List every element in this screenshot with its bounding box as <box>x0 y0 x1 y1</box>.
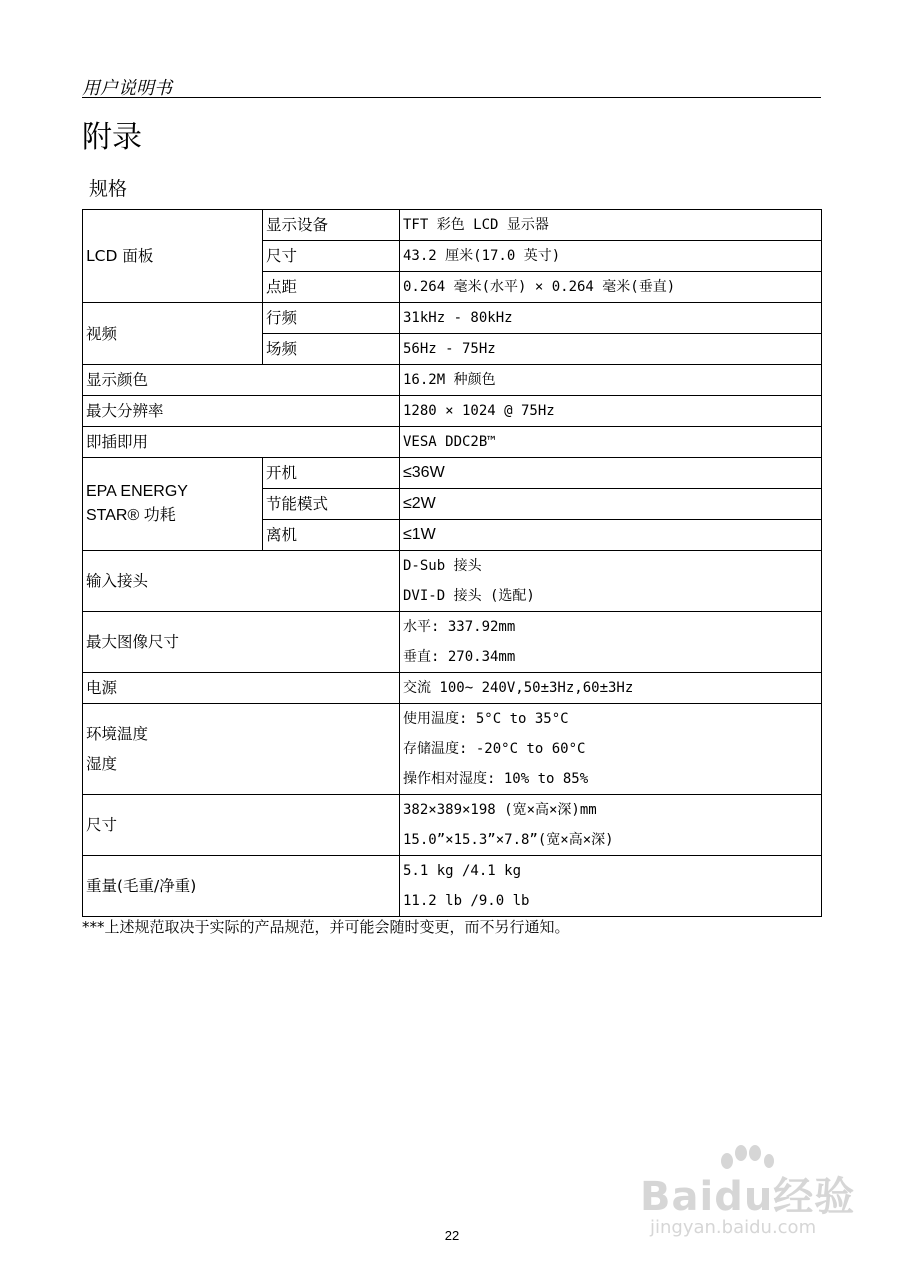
energy-label-line2: STAR® 功耗 <box>86 507 176 524</box>
spec-value-line: 存储温度: -20°C to 60°C <box>403 741 586 757</box>
table-row <box>83 427 822 458</box>
environment-label-line1: 环境温度 <box>86 725 149 743</box>
spec-value: 43.2 厘米(17.0 英寸) <box>400 241 822 272</box>
spec-table <box>82 209 822 917</box>
spec-name: 行频 <box>263 303 400 334</box>
spec-value-line: 15.0”×15.3”×7.8”(宽×高×深) <box>403 832 614 848</box>
spec-value-line: 水平: 337.92mm <box>403 619 516 635</box>
header-divider <box>82 97 821 98</box>
max-resolution-label: 最大分辨率 <box>83 396 400 427</box>
spec-value-line: 操作相对湿度: 10% to 85% <box>403 771 589 787</box>
spec-value <box>400 704 822 795</box>
environment-label <box>83 704 400 795</box>
environment-label-line2: 湿度 <box>86 755 118 773</box>
video-label: 视频 <box>83 303 263 365</box>
lcd-panel-label: LCD 面板 <box>83 210 263 303</box>
spec-name: 离机 <box>263 520 400 551</box>
dimensions-label: 尺寸 <box>83 795 400 856</box>
spec-value: ≤1W <box>400 520 822 551</box>
plug-play-label: 即插即用 <box>83 427 400 458</box>
table-row <box>83 458 822 489</box>
spec-value <box>400 795 822 856</box>
spec-value: 0.264 毫米(水平) × 0.264 毫米(垂直) <box>400 272 822 303</box>
spec-name: 场频 <box>263 334 400 365</box>
table-row <box>83 612 822 673</box>
display-colors-label: 显示颜色 <box>83 365 400 396</box>
spec-value-line: 5.1 kg /4.1 kg <box>403 863 522 879</box>
spec-value: 1280 × 1024 @ 75Hz <box>400 396 822 427</box>
footnote: ***上述规范取决于实际的产品规范，并可能会随时变更，而不另行通知。 <box>82 918 570 936</box>
table-row <box>83 365 822 396</box>
spec-value-line: 11.2 lb /9.0 lb <box>403 893 530 909</box>
input-connector-label: 输入接头 <box>83 551 400 612</box>
power-label: 电源 <box>83 673 400 704</box>
spec-name: 开机 <box>263 458 400 489</box>
spec-value-line: 382×389×198 (宽×高×深)mm <box>403 802 597 818</box>
spec-name: 节能模式 <box>263 489 400 520</box>
max-image-size-label: 最大图像尺寸 <box>83 612 400 673</box>
spec-name: 显示设备 <box>263 210 400 241</box>
table-row <box>83 551 822 612</box>
spec-value: 56Hz - 75Hz <box>400 334 822 365</box>
table-row <box>83 704 822 795</box>
spec-value: 16.2M 种颜色 <box>400 365 822 396</box>
watermark-url: jingyan.baidu.com <box>650 1217 817 1238</box>
spec-value-line: D-Sub 接头 <box>403 558 482 574</box>
spec-value <box>400 551 822 612</box>
header-title: 用户说明书 <box>82 78 172 99</box>
table-row <box>83 856 822 917</box>
page-number: 22 <box>444 1228 460 1243</box>
spec-name: 点距 <box>263 272 400 303</box>
spec-value: VESA DDC2B™ <box>400 427 822 458</box>
section-title: 附录 <box>82 120 142 155</box>
spec-value-line: 使用温度: 5°C to 35°C <box>403 711 569 727</box>
table-row <box>83 303 822 334</box>
energy-label <box>83 458 263 551</box>
spec-value-line: DVI-D 接头 (选配) <box>403 588 535 604</box>
spec-value: TFT 彩色 LCD 显示器 <box>400 210 822 241</box>
watermark-logo: Baidu经验 <box>640 1174 856 1220</box>
spec-value: 31kHz - 80kHz <box>400 303 822 334</box>
spec-value: 交流 100~ 240V,50±3Hz,60±3Hz <box>400 673 822 704</box>
weight-label: 重量(毛重/净重) <box>83 856 400 917</box>
spec-name: 尺寸 <box>263 241 400 272</box>
spec-value-line: 垂直: 270.34mm <box>403 649 516 665</box>
table-row <box>83 396 822 427</box>
table-row <box>83 210 822 241</box>
spec-value: ≤2W <box>400 489 822 520</box>
spec-value <box>400 856 822 917</box>
table-row <box>83 795 822 856</box>
subsection-title: 规格 <box>89 178 128 200</box>
spec-value <box>400 612 822 673</box>
table-row <box>83 673 822 704</box>
energy-label-line1: EPA ENERGY <box>86 483 188 500</box>
spec-value: ≤36W <box>400 458 822 489</box>
